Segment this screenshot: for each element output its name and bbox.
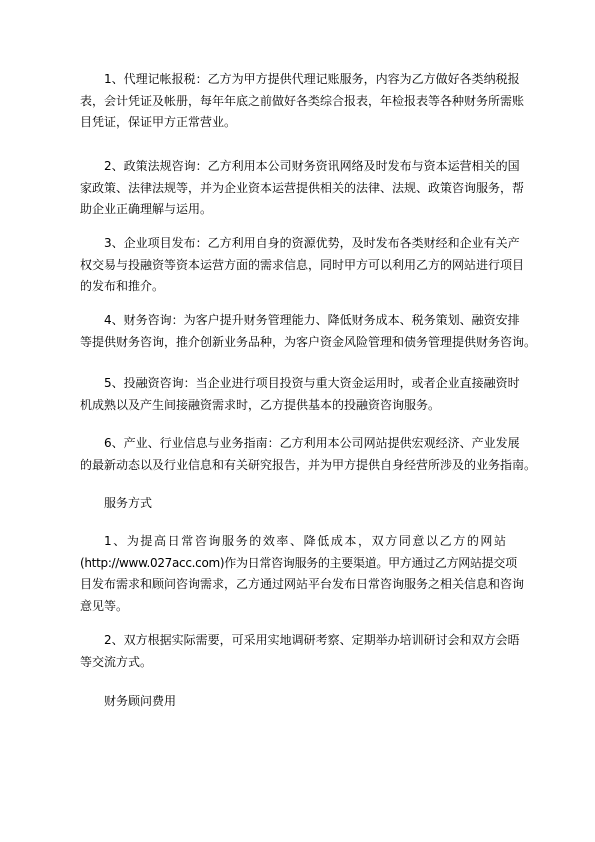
service-method-item-1	[80, 531, 528, 617]
text-line: 2、政策法规咨询：乙方利用本公司财务资讯网络及时发布与资本运营相关的国	[104, 159, 520, 173]
service-item-6	[80, 433, 537, 476]
text-line: 权交易与投融资等资本运营方面的需求信息，同时甲方可以利用乙方的网站进行项目	[80, 257, 525, 272]
text-line: 的最新动态以及行业信息和有关研究报告，并为甲方提供自身经营所涉及的业务指南。	[80, 457, 537, 472]
service-method-item-2	[80, 630, 528, 673]
service-item-1	[80, 69, 528, 134]
text-line: 目发布需求和顾问咨询需求，乙方通过网站平台发布日常咨询服务之相关信息和咨询	[80, 577, 525, 591]
text-line: 助企业正确理解与运用。	[80, 202, 213, 216]
text-line: 5、投融资咨询：当企业进行项目投资与重大资金运用时，或者企业直接融资时	[104, 376, 520, 390]
text-line: 6、产业、行业信息与业务指南：乙方利用本公司网站提供宏观经济、产业发展	[104, 436, 520, 450]
text-line: 的发布和推介。	[80, 279, 165, 293]
text-line: 等交流方式。	[80, 654, 153, 669]
section-heading-advisory-fee: 财务顾问费用	[104, 694, 177, 708]
text-line: 机成熟以及产生间接融资需求时，乙方提供基本的投融资咨询服务。	[80, 397, 441, 412]
service-item-3	[80, 233, 528, 298]
text-line: 4、财务咨询：为客户提升财务管理能力、降低财务成本、税务策划、融资安排	[104, 313, 520, 327]
service-item-4	[80, 310, 537, 353]
text-line: 表，会计凭证及帐册，每年年底之前做好各类综合报表，年检报表等各种财务所需账	[80, 93, 525, 108]
text-line: 1、代理记帐报税：乙方为甲方提供代理记账服务，内容为乙方做好各类纳税报	[104, 72, 520, 86]
service-item-5	[80, 373, 528, 416]
section-heading-service-method: 服务方式	[104, 496, 153, 510]
text-line: 家政策、法律法规等，并为企业资本运营提供相关的法律、法规、政策咨询服务，帮	[80, 180, 525, 195]
text-line: 1、为提高日常咨询服务的效率、降低成本，双方同意以乙方的网站	[104, 534, 508, 548]
text-line: 目凭证，保证甲方正常营业。	[80, 115, 237, 129]
text-line: 2、双方根据实际需要，可采用实地调研考察、定期举办培训研讨会和双方会晤	[104, 633, 520, 647]
text-line: 等提供财务咨询，推介创新业务品种，为客户资金风险管理和债务管理提供财务咨询。	[80, 334, 537, 349]
text-line: 3、企业项目发布：乙方利用自身的资源优势，及时发布各类财经和企业有关产	[104, 236, 520, 250]
text-line: 意见等。	[80, 598, 129, 613]
text-line: (http://www.027acc.com)作为日常咨询服务的主要渠道。甲方通过乙方网站提交项	[80, 555, 517, 570]
service-item-2	[80, 156, 528, 221]
